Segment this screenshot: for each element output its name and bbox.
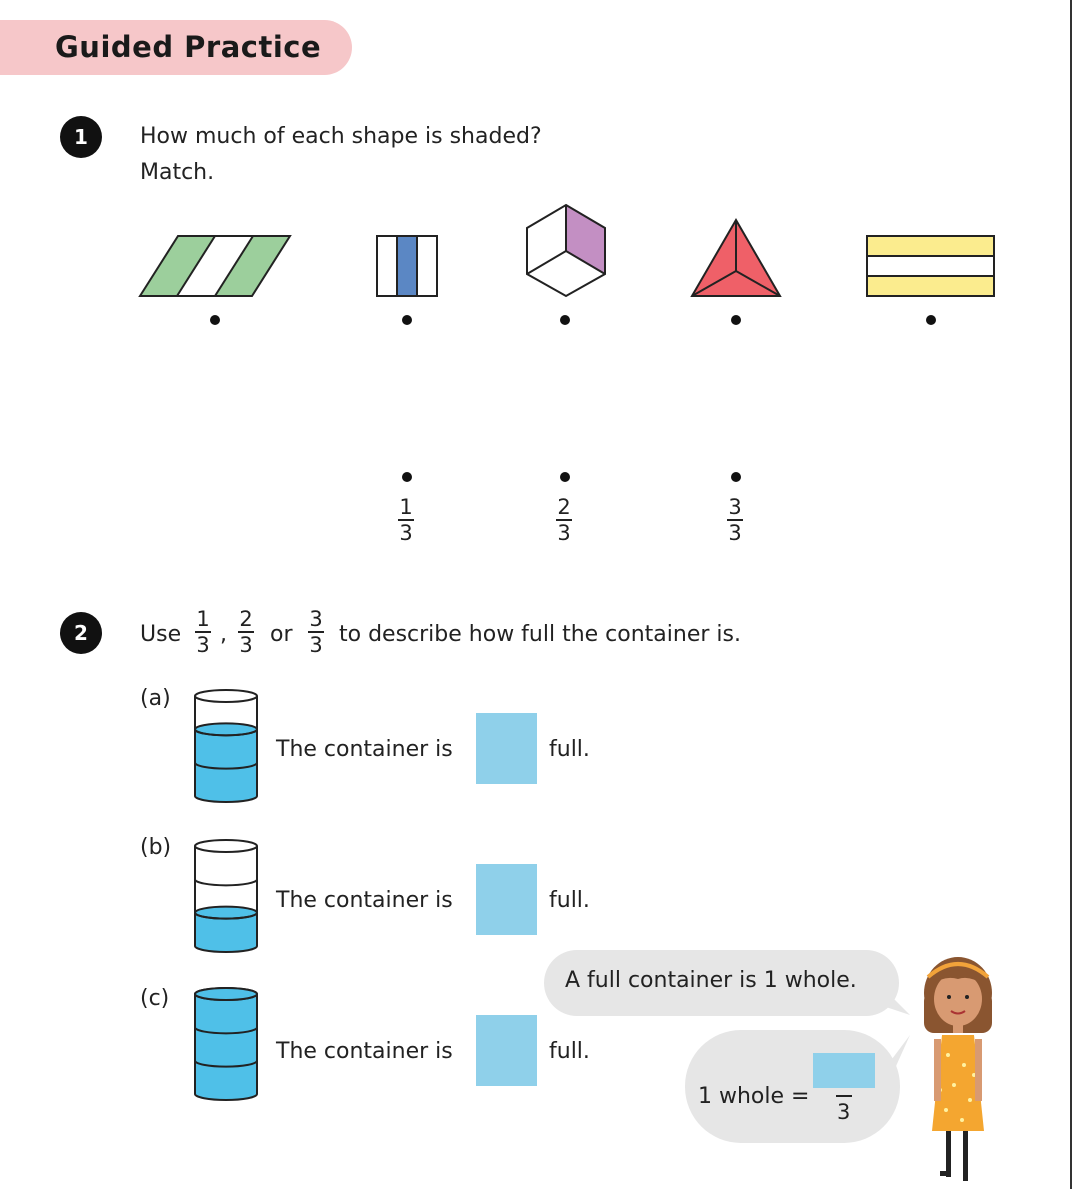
water-fill <box>195 988 257 1100</box>
match-dot-shape-5[interactable] <box>926 315 936 325</box>
container-rim <box>195 840 257 852</box>
q2-prompt-suffix: to describe how full the container is. <box>339 622 741 647</box>
part-c-text: The container is <box>276 1039 453 1064</box>
fraction-one-third: 1 3 <box>399 495 413 545</box>
q2-fraction-two-thirds: 2 3 <box>239 607 253 657</box>
shape-triangle <box>690 218 782 298</box>
match-dot-shape-2[interactable] <box>402 315 412 325</box>
part-c-full: full. <box>549 1039 590 1064</box>
question-number-2: 2 <box>60 612 102 654</box>
container-b <box>193 838 261 952</box>
q2-fraction-one-third: 1 3 <box>196 607 210 657</box>
rectangle-shaded-strip <box>397 236 417 296</box>
match-dot-fraction-1[interactable] <box>402 472 412 482</box>
container-rim <box>195 690 257 702</box>
answer-box-numerator[interactable] <box>813 1053 875 1088</box>
q2-or: or <box>270 622 293 647</box>
match-dot-shape-4[interactable] <box>731 315 741 325</box>
section-title: Guided Practice <box>55 30 322 64</box>
container-a <box>193 688 261 802</box>
shape-rectangle-horizontal <box>866 235 996 297</box>
match-dot-fraction-3[interactable] <box>731 472 741 482</box>
q2-fraction-three-thirds: 3 3 <box>309 607 323 657</box>
fraction-three-thirds: 3 3 <box>728 495 742 545</box>
q1-instruction: Match. <box>140 160 215 185</box>
answer-box-a[interactable] <box>476 713 537 784</box>
container-c <box>193 986 261 1100</box>
part-b-full: full. <box>549 888 590 913</box>
speech-text-1: A full container is 1 whole. <box>565 968 857 993</box>
speech-text-2: 1 whole = <box>698 1084 810 1109</box>
part-b-text: The container is <box>276 888 453 913</box>
part-c-label: (c) <box>140 986 170 1011</box>
container-rim <box>195 988 257 1000</box>
answer-box-b[interactable] <box>476 864 537 935</box>
section-banner <box>0 20 352 75</box>
q2-comma: , <box>220 622 227 647</box>
page-edge <box>1070 0 1072 1189</box>
part-a-full: full. <box>549 737 590 762</box>
answer-box-c[interactable] <box>476 1015 537 1086</box>
q2-prompt-prefix: Use <box>140 622 182 647</box>
part-a-label: (a) <box>140 686 171 711</box>
q1-prompt: How much of each shape is shaded? <box>140 124 542 149</box>
match-dot-shape-3[interactable] <box>560 315 570 325</box>
match-dot-fraction-2[interactable] <box>560 472 570 482</box>
shape-parallelogram <box>140 235 292 297</box>
girl-character-illustration <box>918 955 998 1187</box>
question-number-1: 1 <box>60 116 102 158</box>
match-dot-shape-1[interactable] <box>210 315 220 325</box>
part-b-label: (b) <box>140 835 172 860</box>
speech-denominator: 3 <box>837 1100 851 1124</box>
fraction-bar <box>836 1095 852 1097</box>
shape-rectangle-vertical <box>376 235 439 297</box>
part-a-text: The container is <box>276 737 453 762</box>
shape-hexagon <box>525 204 607 298</box>
fraction-two-thirds: 2 3 <box>557 495 571 545</box>
